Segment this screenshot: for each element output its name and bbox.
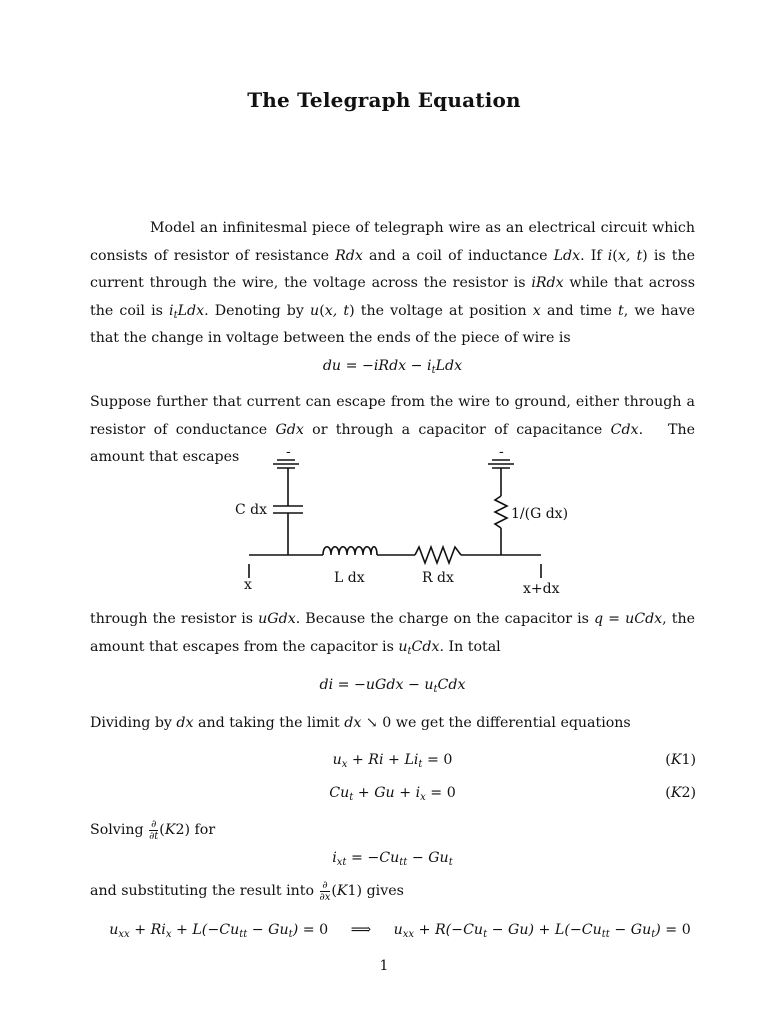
- equation-k2-tag: (K2): [665, 785, 696, 801]
- paragraph-escape: Suppose further that current can escape from the wire to ground, either through a resistor of conductance Gdx or through a capacitor of capacitance Cdx. The amount that escapes: [90, 394, 695, 465]
- paragraph-capacitor: through the resistor is uGdx. Because the charge on the capacitor is q = uCdx, the amount that escapes from the capacitor is $u_tCdx$. In total: [90, 611, 695, 657]
- equation-k1: $u_x + Ri + Li_t = 0$: [332, 752, 453, 770]
- ground-left-label: -: [286, 448, 291, 460]
- partial-t-fraction: $\frac{\partial}{\partial t}$: [149, 818, 159, 842]
- inductor-coil: [323, 547, 377, 555]
- ground-right-label: -: [499, 448, 504, 460]
- label-left-end: x: [244, 577, 252, 593]
- equation-k1-tag: (K1): [665, 752, 696, 768]
- page-title: The Telegraph Equation: [247, 88, 521, 112]
- label-inductor: L dx: [334, 570, 365, 586]
- resistor-shunt: [495, 496, 507, 528]
- paragraph-solving: Solving $\frac{\partial}{\partial t}$ (K2) for: [90, 818, 216, 842]
- equation-du-text: du = −iRdx − $i_tLdx$: [322, 358, 463, 376]
- partial-x-fraction: $\frac{\partial}{\partial x}$: [319, 879, 331, 903]
- label-resistor: R dx: [422, 570, 454, 586]
- label-right-end: x+dx: [523, 581, 560, 597]
- label-resistor-ground: 1/(G dx): [511, 506, 569, 522]
- equation-di: [90, 677, 695, 693]
- paragraph-intro: Model an infinitesmal piece of telegraph wire as an electrical circuit which consists of resistor of resistance Rdx and a coil of inductance Ldx. If i(x, t) is the current through the wire, the voltage across the resistor is iRdx while that across the coil is $i_tLdx$. Denoting by u(x, t) the voltage at position x and time t, we have that the change in voltage between the ends of the piece of wire is: [90, 220, 696, 346]
- equation-du: [90, 358, 695, 374]
- equation-final: $u_{xx} + Ri_x + L(-Cu_{tt} - Gu_t) = 0$ ⟹ $u_{xx} + R(-Cu_t - Gu) + L(-Cu_{tt} - Gu_t) = 0$: [109, 922, 691, 940]
- equation-ixt: $i_{xt} = -Cu_{tt} - Gu_t$: [332, 850, 453, 868]
- paragraph-dividing: Dividing by dx and taking the limit dx ↘ 0 we get the differential equations: [90, 715, 631, 731]
- circuit-diagram: [235, 448, 575, 598]
- label-capacitor: C dx: [235, 502, 268, 518]
- equation-di-text: di = −uGdx − $u_tCdx$: [319, 677, 466, 695]
- resistor-series: [415, 547, 461, 563]
- page-number: 1: [379, 958, 389, 974]
- equation-k2: $Cu_t + Gu + i_x = 0$: [329, 785, 456, 803]
- paragraph-substituting: and substituting the result into $\frac{\partial}{\partial x}$ (K1) gives: [90, 879, 404, 903]
